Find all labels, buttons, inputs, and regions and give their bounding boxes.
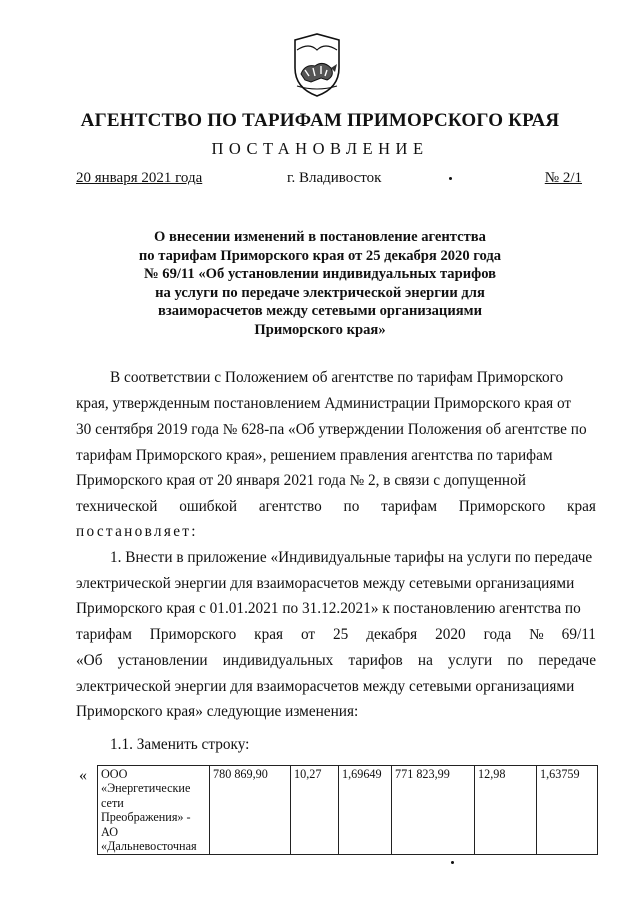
body-line: «Об установлении индивидуальных тарифов на услуги по передаче	[76, 652, 596, 669]
tariff-table	[97, 765, 598, 855]
org-name-cell: ООО «Энергетические сети Преображения» - АО «Дальневосточная	[98, 766, 210, 855]
document-date: 20 января 2021 года	[76, 170, 203, 186]
body-line: постановляет:	[76, 523, 198, 540]
table-cell: 12,98	[475, 766, 537, 855]
body-line: тарифам Приморского края от 25 декабря 2020 года № 69/11	[76, 626, 596, 643]
table-cell: 1,63759	[537, 766, 598, 855]
body-line: электрической энергии для взаиморасчетов между сетевыми организациями	[76, 678, 575, 695]
body-line: края, утвержденным постановлением Администрации Приморского края от	[76, 395, 572, 412]
subject-line: на услуги по передаче электрической энергии для	[155, 284, 485, 301]
body-line: Приморского края с 01.01.2021 по 31.12.2021» к постановлению агентства по	[76, 600, 581, 617]
body-line: тарифам Приморского края», решением правления агентства по тарифам	[76, 447, 553, 464]
subject-line: Приморского края»	[254, 321, 386, 338]
table-cell: 10,27	[291, 766, 339, 855]
document-number: № 2/1	[544, 170, 582, 186]
body-line: 1. Внести в приложение «Индивидуальные тарифы на услуги по передаче	[110, 549, 593, 566]
table-cell: 780 869,90	[210, 766, 291, 855]
document-subject	[0, 228, 640, 340]
table-cell: 1,69649	[339, 766, 392, 855]
subject-line: № 69/11 «Об установлении индивидуальных тарифов	[143, 266, 497, 283]
body-line: Приморского края от 20 января 2021 года № 2, в связи с допущенной	[76, 472, 526, 489]
body-line: Приморского края» следующие изменения:	[76, 703, 359, 720]
stray-mark	[449, 177, 452, 180]
table-cell: 771 823,99	[392, 766, 475, 855]
document-type: ПОСТАНОВЛЕНИЕ	[211, 139, 429, 158]
stray-mark	[451, 861, 454, 864]
table-row	[98, 766, 598, 855]
subject-line: по тарифам Приморского края от 25 декабря 2020 года	[138, 247, 502, 264]
body-line: 30 сентября 2019 года № 628-па «Об утверждении Положения об агентстве по	[76, 421, 587, 438]
primorsky-krai-coat-of-arms	[287, 30, 347, 98]
agency-title: АГЕНТСТВО ПО ТАРИФАМ ПРИМОРСКОГО КРАЯ	[80, 110, 560, 131]
document-city: г. Владивосток	[287, 170, 382, 186]
subject-line: взаиморасчетов между сетевыми организациями	[158, 303, 482, 320]
subject-line: О внесении изменений в постановление агентства	[154, 229, 486, 245]
table-quote-mark: «	[79, 767, 87, 784]
body-line: технической ошибкой агентство по тарифам Приморского края	[76, 498, 596, 515]
body-line: электрической энергии для взаиморасчетов между сетевыми организациями	[76, 575, 575, 592]
body-line: 1.1. Заменить строку:	[110, 736, 250, 753]
body-line: В соответствии с Положением об агентстве по тарифам Приморского	[110, 369, 564, 386]
